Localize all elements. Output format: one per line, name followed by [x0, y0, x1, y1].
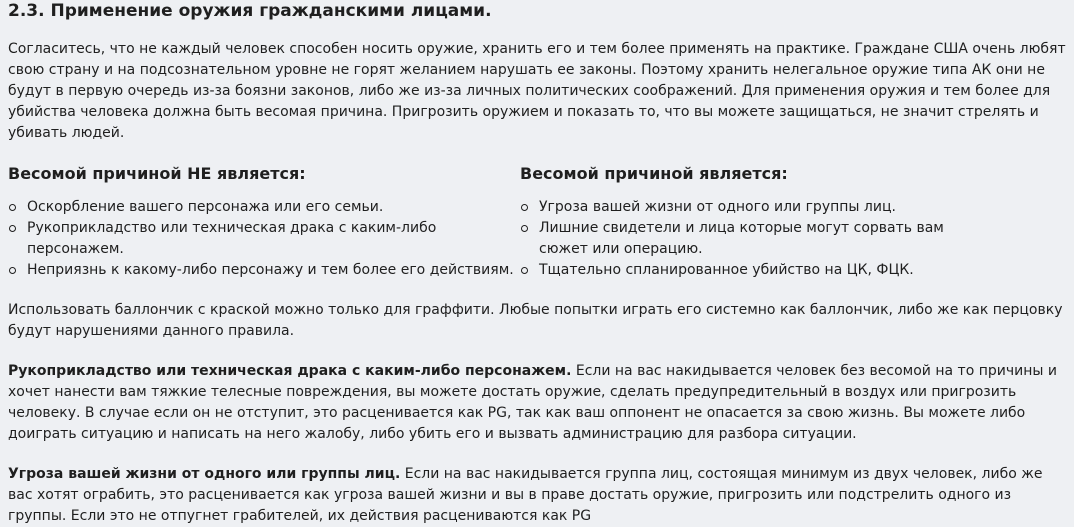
reasons-columns — [8, 163, 1066, 281]
section-title: 2.3. Применение оружия гражданскими лицами. — [8, 1, 492, 21]
circle-bullet-icon — [9, 225, 16, 232]
list-item: Тщательно спланированное убийство на ЦК, ФЦК. — [520, 260, 1032, 281]
threat-text: Если на вас накидывается группа лиц, состоящая минимум из двух человек, либо же вас хотят ограбить, это расценивается как угроза вашей жизни и вы в праве достать оружие, пригрозить или подстрелить одного из группы. Если это не отпугнет грабителей, их действия расцениваются как PG — [8, 466, 1043, 524]
list-item: Угроза вашей жизни от одного или группы лиц. — [520, 197, 1032, 218]
valid-reasons — [520, 163, 1032, 281]
not-valid-reasons — [8, 163, 520, 281]
circle-bullet-icon — [521, 225, 528, 232]
circle-bullet-icon — [9, 267, 16, 274]
circle-bullet-icon — [9, 204, 16, 211]
valid-heading: Весомой причиной является: — [520, 164, 788, 183]
circle-bullet-icon — [521, 204, 528, 211]
not-valid-list — [8, 197, 520, 281]
not-valid-heading: Весомой причиной НЕ является: — [8, 164, 306, 183]
list-item: Рукоприкладство или техническая драка с каким-либо персонажем. — [8, 218, 520, 260]
list-item: Оскорбление вашего персонажа или его семьи. — [8, 197, 520, 218]
spray-paragraph: Использовать баллончик с краской можно только для граффити. Любые попытки играть его системно как баллончик, либо же как перцовку будут нарушениями данного правила. — [8, 302, 1063, 339]
threat-bold-lead: Угроза вашей жизни от одного или группы лиц. — [8, 466, 401, 482]
list-item: Неприязнь к какому-либо персонажу и тем более его действиям. — [8, 260, 520, 281]
fight-text: Если на вас накидывается человек без весомой на то причины и хочет нанести вам тяжкие телесные повреждения, вы можете достать оружие, сделать предупредительный в воздух или пригрозить человеку. В случае если он не отступит, это расценивается как PG, так как ваш оппонент не опасается за свою жизнь. Вы можете либо доиграть ситуацию и написать на него жалобу, либо убить его и вызвать администрацию для разбора ситуации. — [8, 363, 1057, 442]
fight-paragraph — [8, 361, 1066, 445]
valid-list — [520, 197, 1032, 281]
list-item: Лишние свидетели и лица которые могут сорвать вам сюжет или операцию. — [520, 218, 1032, 260]
intro-paragraph: Согласитесь, что не каждый человек способен носить оружие, хранить его и тем более применять на практике. Граждане США очень любят свою страну и на подсознательном уровне не горят желанием нарушать ее законы. Поэтому хранить нелегальное оружие типа АК они не будут в первую очередь из-за боязни законов, либо же из-за личных политических соображений. Для применения оружия и тем более для убийства человека должна быть весомая причина. Пригрозить оружием и показать то, что вы можете защищаться, не значит стрелять и убивать людей. — [8, 41, 1066, 141]
circle-bullet-icon — [521, 267, 528, 274]
fight-bold-lead: Рукоприкладство или техническая драка с каким-либо персонажем. — [8, 363, 572, 379]
threat-paragraph — [8, 464, 1066, 527]
